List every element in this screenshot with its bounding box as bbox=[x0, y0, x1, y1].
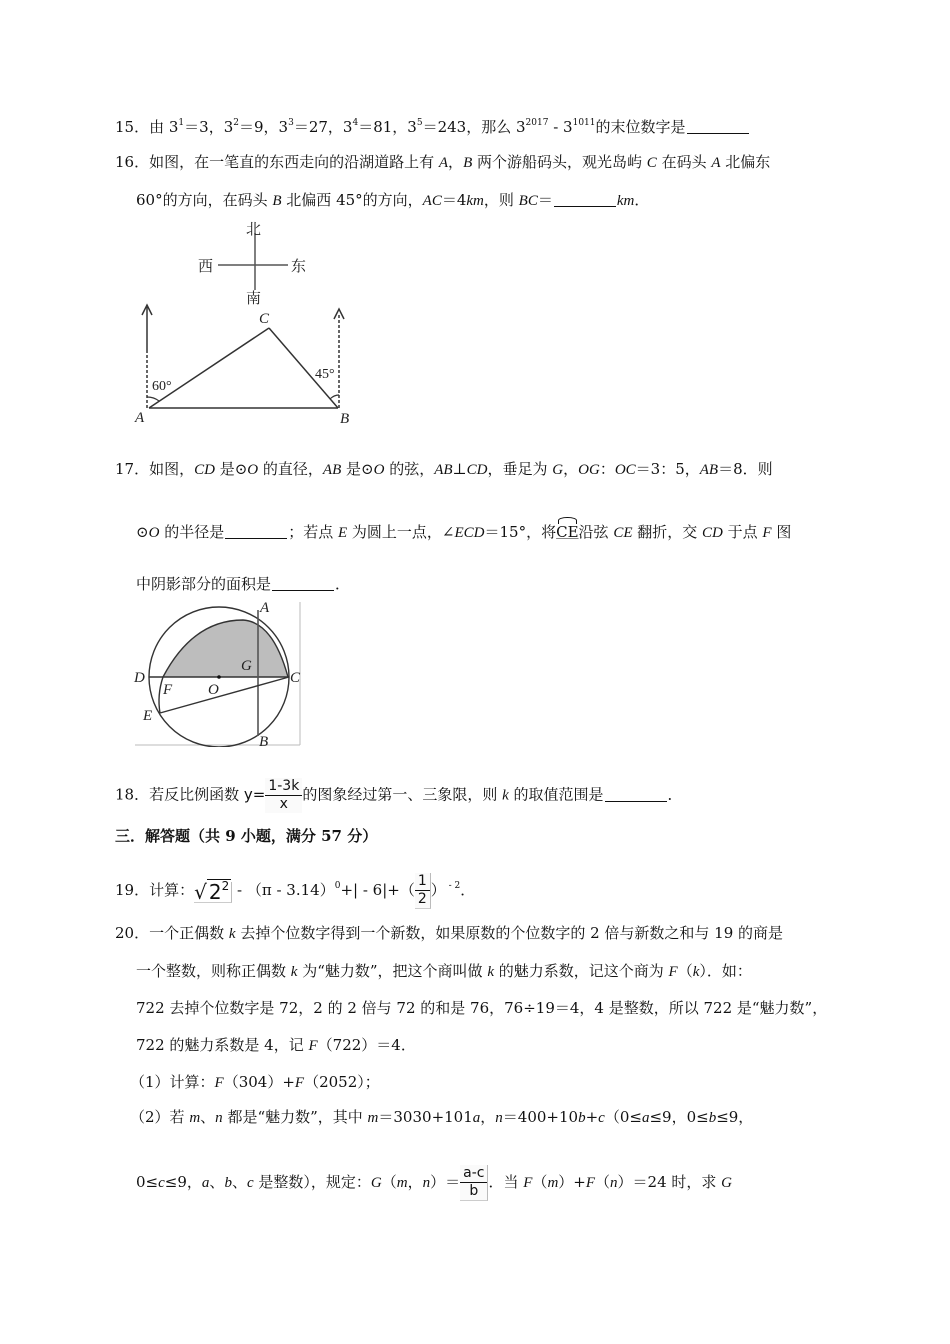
question-20-line4 bbox=[136, 1035, 416, 1056]
power: $3^3=27$， bbox=[278, 118, 343, 136]
text: 3 bbox=[563, 118, 573, 136]
figure-compass-triangle bbox=[125, 215, 365, 430]
var: G bbox=[552, 462, 564, 478]
var: F bbox=[762, 525, 772, 541]
text: 两个游船码头，观光岛屿 bbox=[472, 153, 647, 171]
text: 为圆上一点，∠ bbox=[347, 523, 455, 541]
text: 在码头 bbox=[656, 153, 712, 171]
question-16-line2 bbox=[136, 190, 649, 211]
text: 计算： bbox=[149, 881, 195, 899]
question-20-part1 bbox=[130, 1072, 380, 1093]
var: CD bbox=[702, 525, 723, 541]
text: （304）+ bbox=[223, 1073, 295, 1091]
text: 北偏西 45°的方向， bbox=[281, 191, 423, 209]
text: 的取值范围是 bbox=[508, 785, 604, 804]
text: （ bbox=[532, 1173, 548, 1191]
circle-diagram bbox=[133, 600, 303, 747]
text: ＝ bbox=[537, 191, 553, 209]
var: O bbox=[373, 462, 385, 478]
text: ≤9， bbox=[716, 1108, 754, 1126]
text: ． bbox=[667, 785, 683, 804]
text: （ bbox=[595, 1173, 611, 1191]
var: CD bbox=[466, 462, 488, 478]
sqrt-expression: √ $2^2$ bbox=[194, 882, 232, 903]
var: F bbox=[523, 1175, 533, 1191]
text: 都是“魅力数”，其中 bbox=[222, 1108, 368, 1126]
var: n bbox=[495, 1110, 503, 1126]
exponent: 0 bbox=[334, 881, 341, 891]
text: （ bbox=[677, 962, 693, 980]
question-number: 17． bbox=[115, 460, 150, 478]
var: CD bbox=[194, 462, 215, 478]
svg-text:B: B bbox=[259, 734, 269, 747]
var: m bbox=[396, 1175, 408, 1191]
var: OG bbox=[578, 462, 600, 478]
var: AB bbox=[434, 462, 453, 478]
svg-text:东: 东 bbox=[291, 257, 307, 275]
text: 、 bbox=[209, 1173, 225, 1191]
text: ， bbox=[448, 153, 464, 171]
section-heading: 三．解答题（共 9 小题，满分 57 分） bbox=[115, 827, 378, 845]
text: 3 bbox=[515, 118, 526, 136]
question-number: 20． bbox=[115, 924, 150, 942]
text: 如图， bbox=[149, 460, 195, 478]
text: ＝3：5， bbox=[635, 460, 700, 478]
text: 的弦， bbox=[384, 460, 435, 478]
var: O bbox=[148, 525, 160, 541]
text: （2）若 bbox=[130, 1108, 190, 1126]
text: 、 bbox=[200, 1108, 216, 1126]
answer-blank bbox=[225, 524, 287, 539]
var: n bbox=[422, 1175, 431, 1191]
text: （1）计算： bbox=[130, 1073, 215, 1091]
var: b bbox=[578, 1110, 586, 1126]
text: 一个整数，则称正偶数 bbox=[136, 962, 291, 980]
text: 是⊙ bbox=[341, 460, 374, 478]
text: ＝4 bbox=[441, 191, 467, 209]
text: 、 bbox=[231, 1173, 247, 1191]
var: G bbox=[721, 1175, 733, 1191]
text: 北偏东 bbox=[720, 153, 771, 171]
fraction bbox=[265, 778, 302, 813]
text: 60°的方向，在码头 bbox=[136, 191, 273, 209]
text: 为“魅力数”，把这个商叫做 bbox=[297, 962, 488, 980]
text: ⊙ bbox=[136, 523, 149, 541]
answer-blank bbox=[687, 119, 749, 134]
text: ）．如： bbox=[699, 962, 752, 980]
var: k bbox=[692, 964, 700, 980]
text: ≤9， bbox=[164, 1173, 202, 1191]
text: ≤9，0≤ bbox=[649, 1108, 709, 1126]
power: $3^5=243$， bbox=[407, 118, 482, 136]
arc-ce: CE bbox=[556, 523, 579, 541]
text: ）＝24 时，求 bbox=[617, 1173, 722, 1191]
text: 722 的魅力系数是 4，记 bbox=[136, 1036, 309, 1054]
text: ） bbox=[430, 881, 446, 899]
text: 那么 bbox=[481, 118, 516, 136]
text: ，则 bbox=[483, 191, 519, 209]
var: C bbox=[646, 155, 657, 171]
svg-text:C: C bbox=[259, 311, 270, 327]
text: ， bbox=[563, 460, 579, 478]
var: a bbox=[472, 1110, 481, 1126]
text: 如图，在一笔直的东西走向的沿湖道路上有 bbox=[149, 153, 439, 171]
figure-circle bbox=[133, 600, 303, 747]
svg-text:F: F bbox=[163, 682, 173, 698]
triangle-diagram bbox=[125, 215, 365, 430]
question-17-line3 bbox=[136, 574, 350, 594]
var: E bbox=[337, 525, 348, 541]
answer-blank bbox=[554, 192, 616, 207]
var: F bbox=[668, 964, 678, 980]
svg-text:西: 西 bbox=[198, 257, 214, 275]
svg-text:45°: 45° bbox=[315, 367, 335, 382]
exponent: - 2 bbox=[445, 881, 461, 891]
var: CE bbox=[613, 525, 633, 541]
svg-text:A: A bbox=[135, 410, 145, 426]
text: 图 bbox=[771, 523, 792, 541]
svg-text:C: C bbox=[290, 670, 301, 686]
exponent: 1011 bbox=[572, 118, 596, 128]
svg-text:60°: 60° bbox=[152, 379, 172, 394]
text: 0≤ bbox=[136, 1173, 159, 1191]
var: c bbox=[158, 1175, 165, 1191]
var: m bbox=[547, 1175, 559, 1191]
text: 的魅力系数，记这个商为 bbox=[494, 962, 669, 980]
question-19 bbox=[115, 873, 475, 909]
var: F bbox=[308, 1038, 318, 1054]
var: a bbox=[641, 1110, 650, 1126]
question-16-line1 bbox=[115, 152, 770, 173]
var: G bbox=[370, 1175, 382, 1191]
text: ＝3030+101 bbox=[378, 1108, 473, 1126]
text: ： bbox=[599, 460, 615, 478]
svg-text:北: 北 bbox=[246, 220, 262, 238]
svg-text:南: 南 bbox=[246, 289, 262, 307]
text: ）＝ bbox=[430, 1173, 461, 1191]
var: AB bbox=[322, 462, 342, 478]
svg-text:D: D bbox=[134, 670, 145, 686]
numerator: 1-3k bbox=[265, 778, 302, 796]
text: 的直径， bbox=[258, 460, 323, 478]
var: n bbox=[215, 1110, 223, 1126]
text: ． bbox=[335, 575, 351, 593]
question-17-line1 bbox=[115, 459, 773, 480]
var: m bbox=[367, 1110, 379, 1126]
var: c bbox=[598, 1110, 605, 1126]
var: AB bbox=[699, 462, 719, 478]
text: 的半径是 bbox=[159, 523, 225, 541]
question-18 bbox=[115, 778, 683, 813]
question-number: 15． bbox=[115, 118, 150, 136]
svg-text:E: E bbox=[143, 708, 153, 724]
var: y= bbox=[243, 785, 266, 804]
question-20-part2-line2 bbox=[136, 1165, 732, 1201]
text: 的图象经过第一、三象限，则 bbox=[302, 785, 503, 804]
text: （ bbox=[381, 1173, 397, 1191]
text: ＝15°，将 bbox=[484, 523, 557, 541]
text: ；若点 bbox=[288, 523, 338, 541]
var: OC bbox=[614, 462, 636, 478]
fraction: $\frac{1}{2}$ bbox=[415, 873, 431, 909]
var: k bbox=[487, 964, 494, 980]
svg-text:A: A bbox=[260, 600, 270, 616]
text: ．当 bbox=[488, 1173, 524, 1191]
answer-blank bbox=[605, 787, 667, 802]
var: m bbox=[189, 1110, 201, 1126]
text: 若反比例函数 bbox=[149, 785, 244, 804]
text: 是⊙ bbox=[214, 460, 248, 478]
text: ⊥ bbox=[452, 460, 467, 478]
power: $3^4=81$， bbox=[342, 118, 408, 136]
var: F bbox=[294, 1075, 305, 1091]
question-15 bbox=[115, 117, 750, 137]
var: b bbox=[708, 1110, 717, 1126]
text: ， bbox=[407, 1173, 423, 1191]
var: n bbox=[610, 1175, 618, 1191]
question-20-line3: 722 去掉个位数字是 72，2 的 2 倍与 72 的和是 76，76÷19＝4，4 是整数，所以 722 是“魅力数”， bbox=[136, 999, 828, 1017]
question-number: 16． bbox=[115, 153, 150, 171]
svg-text:B: B bbox=[340, 411, 350, 427]
text: - （π - 3.14） bbox=[232, 881, 335, 899]
var: k bbox=[502, 787, 509, 804]
var: A bbox=[438, 155, 449, 171]
var: BC bbox=[518, 193, 538, 209]
text: 中阴影部分的面积是 bbox=[136, 575, 272, 593]
var: a bbox=[201, 1175, 210, 1191]
text: （2052）； bbox=[304, 1073, 380, 1091]
text: ． bbox=[634, 191, 650, 209]
text: ， bbox=[480, 1108, 496, 1126]
text: +| - 6|+（ bbox=[340, 881, 415, 899]
text: ＝8．则 bbox=[718, 460, 773, 478]
var: k bbox=[290, 964, 298, 980]
text: （0≤ bbox=[604, 1108, 642, 1126]
var: B bbox=[463, 155, 473, 171]
question-20-line1 bbox=[115, 923, 783, 944]
question-17-line2 bbox=[136, 522, 791, 543]
text: + bbox=[585, 1108, 599, 1126]
question-number: 18． bbox=[115, 785, 150, 804]
denominator: x bbox=[279, 796, 288, 812]
text: 是整数），规定： bbox=[253, 1173, 371, 1191]
var: AC bbox=[422, 193, 442, 209]
var: A bbox=[711, 155, 721, 171]
text: （722）＝4． bbox=[317, 1036, 416, 1054]
question-20-part2 bbox=[130, 1107, 753, 1128]
var: c bbox=[246, 1175, 254, 1191]
text: 沿弦 bbox=[578, 523, 614, 541]
text: - bbox=[548, 118, 564, 136]
text: ＝400+10 bbox=[502, 1108, 579, 1126]
svg-text:O: O bbox=[208, 682, 219, 698]
unit: km bbox=[616, 193, 635, 209]
var: B bbox=[272, 193, 282, 209]
var: b bbox=[224, 1175, 232, 1191]
question-20-line2 bbox=[136, 961, 752, 982]
unit: km bbox=[466, 193, 484, 209]
answer-blank bbox=[272, 576, 334, 591]
var: O bbox=[247, 462, 259, 478]
text: 于点 bbox=[722, 523, 763, 541]
question-number: 19． bbox=[115, 881, 150, 899]
var: F bbox=[214, 1075, 224, 1091]
text: 一个正偶数 bbox=[149, 924, 229, 942]
text: ）+ bbox=[558, 1173, 586, 1191]
text: ，垂足为 bbox=[487, 460, 553, 478]
power: $3^2=9$， bbox=[223, 118, 279, 136]
var: k bbox=[228, 926, 236, 942]
text: 翻折，交 bbox=[632, 523, 703, 541]
text: ． bbox=[460, 881, 476, 899]
var: F bbox=[585, 1175, 596, 1191]
power: $3^1=3$， bbox=[168, 118, 224, 136]
fraction: $\frac{a-c}{b}$ bbox=[460, 1165, 488, 1201]
text: 去掉个位数字得到一个新数，如果原数的个位数字的 2 倍与新数之和与 19 的商是 bbox=[235, 924, 784, 942]
text: 的末位数字是 bbox=[595, 118, 686, 136]
var: ECD bbox=[454, 525, 485, 541]
exponent: 2017 bbox=[525, 118, 549, 128]
text: 由 bbox=[149, 118, 169, 136]
svg-text:G: G bbox=[241, 658, 252, 674]
